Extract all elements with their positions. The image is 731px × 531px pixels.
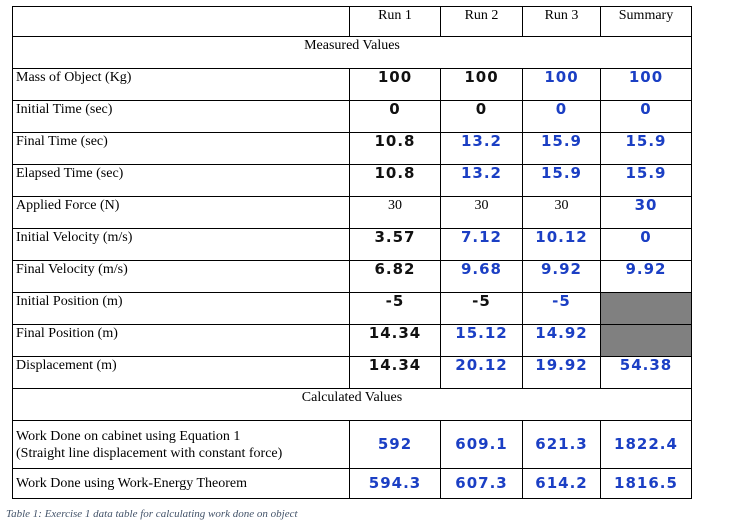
row-elapsed-time — [13, 165, 692, 197]
row-label: Initial Position (m) — [13, 293, 350, 325]
row-label: Applied Force (N) — [13, 197, 350, 229]
initial-position-run2: -5 — [441, 293, 523, 325]
initial-position-summary-shaded — [601, 293, 692, 325]
applied-force-run2: 30 — [441, 197, 523, 229]
displacement-run1: 14.34 — [350, 357, 441, 389]
final-position-run3: 14.92 — [523, 325, 601, 357]
row-label: Initial Time (sec) — [13, 101, 350, 133]
final-time-run2: 13.2 — [441, 133, 523, 165]
header-run-3: Run 3 — [523, 7, 601, 37]
section-row-measured — [13, 37, 692, 69]
mass-run2: 100 — [441, 69, 523, 101]
table-caption: Table 1: Exercise 1 data table for calculating work done on object — [6, 508, 298, 520]
work-energy-run3: 614.2 — [523, 469, 601, 499]
section-measured-values: Measured Values — [13, 37, 692, 69]
header-row — [13, 7, 692, 37]
header-run-1: Run 1 — [350, 7, 441, 37]
row-final-position — [13, 325, 692, 357]
final-time-summary: 15.9 — [601, 133, 692, 165]
row-label: Final Time (sec) — [13, 133, 350, 165]
applied-force-run1: 30 — [350, 197, 441, 229]
row-final-time — [13, 133, 692, 165]
initial-time-summary: 0 — [601, 101, 692, 133]
row-label: Final Position (m) — [13, 325, 350, 357]
mass-summary: 100 — [601, 69, 692, 101]
row-label: Displacement (m) — [13, 357, 350, 389]
displacement-run2: 20.12 — [441, 357, 523, 389]
final-position-run2: 15.12 — [441, 325, 523, 357]
work-eq1-run1: 592 — [350, 421, 441, 469]
displacement-summary: 54.38 — [601, 357, 692, 389]
work-energy-run2: 607.3 — [441, 469, 523, 499]
row-label: Mass of Object (Kg) — [13, 69, 350, 101]
initial-velocity-run3: 10.12 — [523, 229, 601, 261]
work-eq1-summary: 1822.4 — [601, 421, 692, 469]
work-eq1-run2: 609.1 — [441, 421, 523, 469]
applied-force-summary: 30 — [601, 197, 692, 229]
final-time-run1: 10.8 — [350, 133, 441, 165]
row-label: Work Done using Work-Energy Theorem — [13, 469, 350, 499]
mass-run3: 100 — [523, 69, 601, 101]
work-eq1-label-line1: Work Done on cabinet using Equation 1 — [16, 428, 241, 444]
initial-position-run1: -5 — [350, 293, 441, 325]
initial-time-run1: 0 — [350, 101, 441, 133]
row-applied-force — [13, 197, 692, 229]
initial-velocity-run1: 3.57 — [350, 229, 441, 261]
initial-position-run3: -5 — [523, 293, 601, 325]
final-time-run3: 15.9 — [523, 133, 601, 165]
work-eq1-label-line2: (Straight line displacement with constant force) — [16, 445, 283, 461]
final-velocity-summary: 9.92 — [601, 261, 692, 293]
final-velocity-run2: 9.68 — [441, 261, 523, 293]
row-mass — [13, 69, 692, 101]
header-blank — [13, 7, 350, 37]
final-velocity-run3: 9.92 — [523, 261, 601, 293]
work-energy-summary: 1816.5 — [601, 469, 692, 499]
row-work-energy — [13, 469, 692, 499]
final-position-summary-shaded — [601, 325, 692, 357]
section-calculated-values: Calculated Values — [13, 389, 692, 421]
elapsed-time-summary: 15.9 — [601, 165, 692, 197]
displacement-run3: 19.92 — [523, 357, 601, 389]
initial-time-run2: 0 — [441, 101, 523, 133]
initial-velocity-summary: 0 — [601, 229, 692, 261]
final-velocity-run1: 6.82 — [350, 261, 441, 293]
row-work-eq1 — [13, 421, 692, 469]
final-position-run1: 14.34 — [350, 325, 441, 357]
work-eq1-run3: 621.3 — [523, 421, 601, 469]
row-final-velocity — [13, 261, 692, 293]
applied-force-run3: 30 — [523, 197, 601, 229]
elapsed-time-run2: 13.2 — [441, 165, 523, 197]
initial-velocity-run2: 7.12 — [441, 229, 523, 261]
work-energy-run1: 594.3 — [350, 469, 441, 499]
row-label: Elapsed Time (sec) — [13, 165, 350, 197]
row-label: Initial Velocity (m/s) — [13, 229, 350, 261]
work-data-table — [12, 6, 692, 499]
header-summary: Summary — [601, 7, 692, 37]
header-run-2: Run 2 — [441, 7, 523, 37]
elapsed-time-run3: 15.9 — [523, 165, 601, 197]
section-row-calculated — [13, 389, 692, 421]
row-initial-time — [13, 101, 692, 133]
initial-time-run3: 0 — [523, 101, 601, 133]
row-label — [13, 421, 350, 469]
elapsed-time-run1: 10.8 — [350, 165, 441, 197]
row-initial-position — [13, 293, 692, 325]
row-label: Final Velocity (m/s) — [13, 261, 350, 293]
mass-run1: 100 — [350, 69, 441, 101]
row-displacement — [13, 357, 692, 389]
row-initial-velocity — [13, 229, 692, 261]
